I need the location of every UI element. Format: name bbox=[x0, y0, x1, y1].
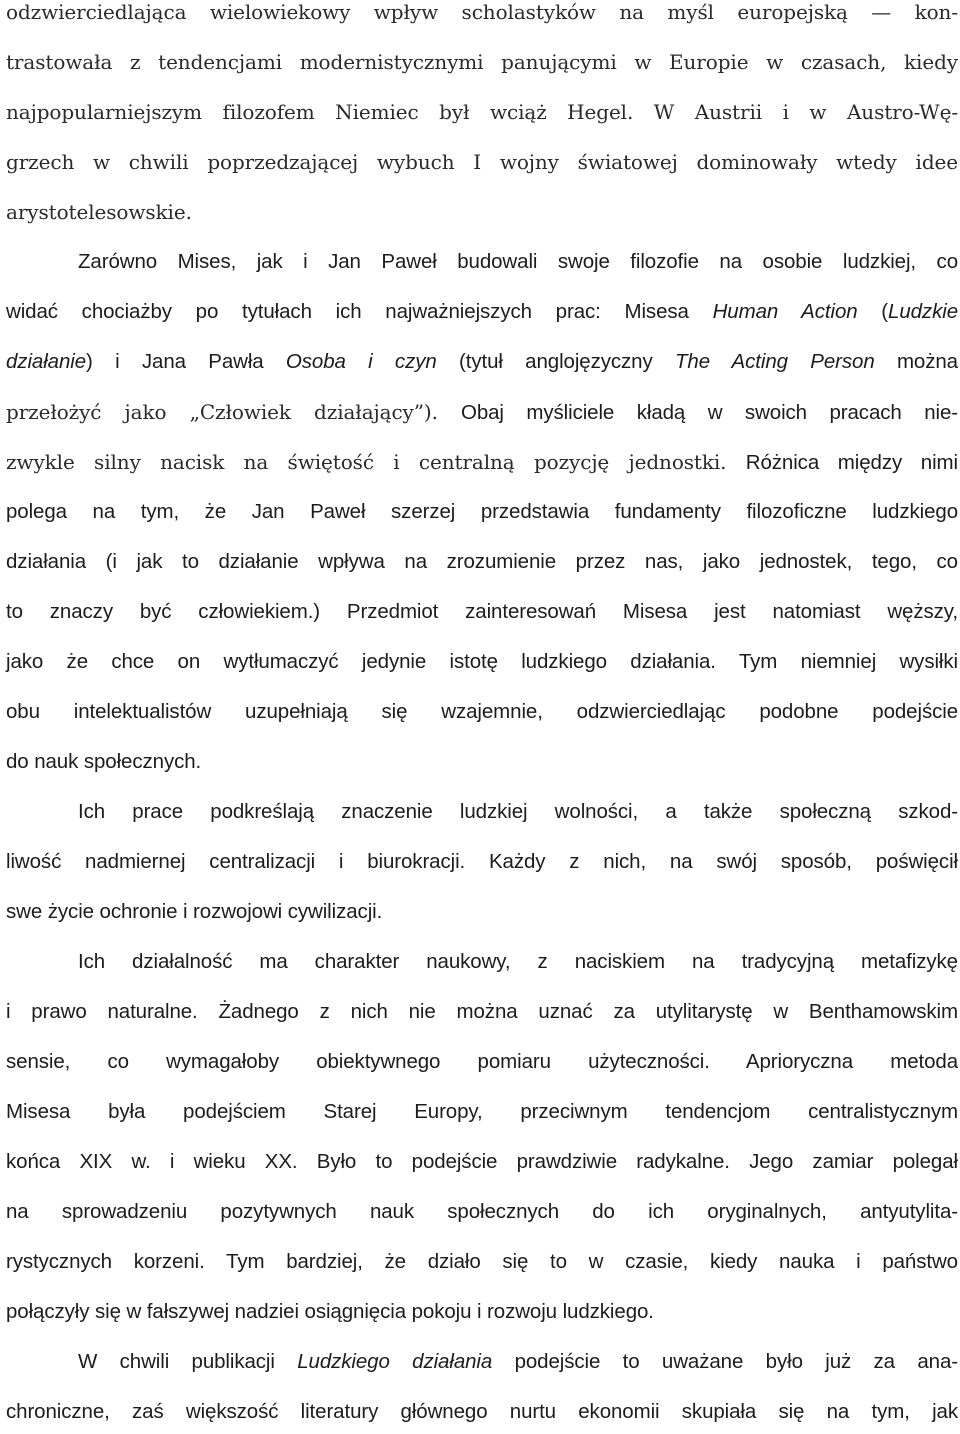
text-line: Misesa była podejściem Starej Europy, przeciwnym tendencjom centralistycznym bbox=[6, 1100, 958, 1123]
text-run: Różnica między nimi bbox=[745, 451, 958, 474]
text-line: sensie, co wymagałoby obiektywnego pomiaru użyteczności. Aprioryczna metoda bbox=[6, 1050, 958, 1073]
text-line bbox=[6, 350, 958, 374]
text-line: końca XIX w. i wieku XX. Było to podejście prawdziwie radykalne. Jego zamiar polegał bbox=[6, 1150, 958, 1173]
book-title: The Acting Person bbox=[674, 350, 875, 373]
text-line: liwość nadmiernej centralizacji i biurokracji. Każdy z nich, na swój sposób, poświęcił bbox=[6, 850, 958, 873]
text-line: chroniczne, zaś większość literatury głównego nurtu ekonomii skupiała się na tym, jak bbox=[6, 1400, 958, 1423]
book-title: Ludzkiego działania bbox=[297, 1350, 493, 1373]
text-run: zwykle silny nacisk na świętość i centralną pozycję jednostki. bbox=[6, 450, 746, 474]
text-line: Zarówno Mises, jak i Jan Paweł budowali swoje filozofie na osobie ludzkiej, co bbox=[78, 250, 958, 273]
text-run: można bbox=[874, 350, 958, 373]
text-line: jako że chce on wytłumaczyć jedynie istotę ludzkiego działania. Tym niemniej wysiłki bbox=[6, 650, 958, 673]
text-line: najpopularniejszym filozofem Niemiec był wciąż Hegel. W Austrii i w Austro-Wę- bbox=[6, 100, 958, 124]
text-line: Ich działalność ma charakter naukowy, z naciskiem na tradycyjną metafizykę bbox=[78, 950, 958, 973]
text-run: W chwili publikacji bbox=[78, 1350, 298, 1373]
book-title: działanie bbox=[6, 350, 87, 373]
text-line: do nauk społecznych. bbox=[6, 750, 202, 773]
text-line: grzech w chwili poprzedzającej wybuch I wojny światowej dominowały wtedy idee bbox=[6, 150, 958, 174]
text-line: trastowała z tendencjami modernistycznymi panującymi w Europie w czasach, kiedy bbox=[6, 50, 958, 74]
text-line bbox=[6, 300, 958, 324]
text-line: polega na tym, że Jan Paweł szerzej przedstawia fundamenty filozoficzne ludzkiego bbox=[6, 500, 958, 523]
text-run: przełożyć jako „Człowiek działający”). bbox=[6, 400, 461, 424]
text-line bbox=[6, 400, 958, 425]
text-run: (tytuł anglojęzyczny bbox=[436, 350, 675, 373]
text-line: arystotelesowskie. bbox=[6, 200, 192, 224]
text-line: swe życie ochronie i rozwojowi cywilizacji. bbox=[6, 900, 383, 923]
text-run: podejście to uważane było już za ana- bbox=[492, 1350, 958, 1373]
text-line bbox=[6, 450, 958, 475]
text-line: Ich prace podkreślają znaczenie ludzkiej wolności, a także społeczną szkod- bbox=[78, 800, 958, 823]
text-line bbox=[78, 1350, 958, 1374]
text-line: i prawo naturalne. Żadnego z nich nie można uznać za utylitarystę w Benthamowskim bbox=[6, 1000, 958, 1023]
text-line: rystycznych korzeni. Tym bardziej, że działo się to w czasie, kiedy nauka i państwo bbox=[6, 1250, 958, 1273]
text-run: ( bbox=[857, 300, 889, 323]
text-line: na sprowadzeniu pozytywnych nauk społecznych do ich oryginalnych, antyutylita- bbox=[6, 1200, 958, 1223]
text-line: działania (i jak to działanie wpływa na zrozumienie przez nas, jako jednostek, tego, co bbox=[6, 550, 958, 573]
text-line: to znaczy być człowiekiem.) Przedmiot zainteresowań Misesa jest natomiast węższy, bbox=[6, 600, 958, 623]
book-title: Ludzkie bbox=[888, 300, 958, 323]
book-title: Osoba i czyn bbox=[285, 350, 437, 373]
book-title: Human Action bbox=[712, 300, 858, 323]
text-line: obu intelektualistów uzupełniają się wzajemnie, odzwierciedlając podobne podejście bbox=[6, 700, 958, 723]
text-line: połączyły się w fałszywej nadziei osiągnięcia pokoju i rozwoju ludzkiego. bbox=[6, 1300, 654, 1323]
text-line: odzwierciedlająca wielowiekowy wpływ scholastyków na myśl europejską — kon- bbox=[6, 0, 958, 24]
text-run: ) i Jana Pawła bbox=[86, 350, 286, 373]
text-run: widać chociażby po tytułach ich najważniejszych prac: Misesa bbox=[6, 300, 713, 323]
text-run: Obaj myśliciele kładą w swoich pracach nie- bbox=[460, 401, 958, 424]
